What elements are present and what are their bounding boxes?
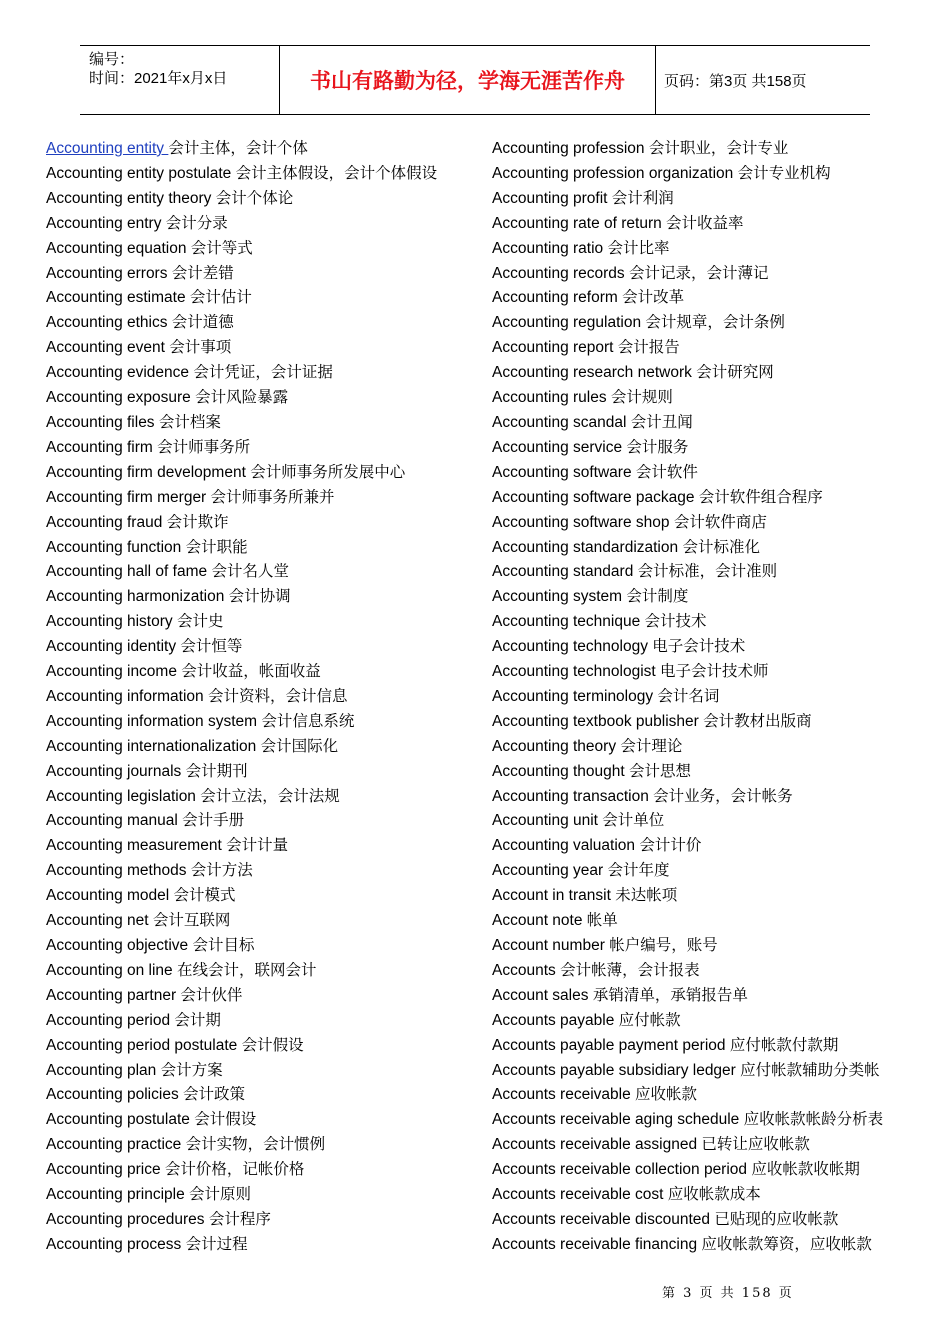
glossary-translation: 会计单位 (602, 812, 665, 830)
glossary-entry (46, 760, 466, 785)
glossary-term: Accounts receivable aging schedule (492, 1111, 744, 1129)
glossary-term: Accounting postulate (46, 1111, 195, 1129)
glossary-term: Accounting transaction (492, 787, 654, 805)
glossary-translation: 会计收益，帐面收益 (181, 663, 321, 681)
glossary-term: Accounting methods (46, 862, 191, 880)
glossary-translation: 应付帐款付款期 (729, 1036, 839, 1054)
glossary-entry (46, 511, 466, 536)
glossary-translation: 会计方法 (190, 862, 253, 880)
glossary-term: Accounting internationalization (46, 737, 261, 755)
glossary-term: Accounts receivable financing (492, 1235, 702, 1253)
glossary-translation: 会计过程 (185, 1235, 248, 1253)
glossary-term: Account note (492, 912, 587, 930)
glossary-entry (46, 859, 466, 884)
glossary-entry (46, 660, 466, 685)
glossary-translation: 会计技术 (644, 613, 707, 631)
header-motto: 书山有路勤为径，学海无涯苦作舟 (280, 46, 656, 114)
glossary-entry (492, 934, 912, 959)
glossary-translation: 会计主体，会计个体 (168, 140, 308, 157)
glossary-term: Accounting research network (492, 364, 697, 382)
glossary-term: Accounting textbook publisher (492, 712, 704, 730)
glossary-entry (492, 162, 912, 187)
glossary-term: Accounting manual (46, 812, 183, 830)
glossary-term: Accounting unit (492, 812, 603, 830)
glossary-term: Accounts payable subsidiary ledger (492, 1061, 741, 1079)
glossary-term: Accounting errors (46, 264, 172, 282)
glossary-translation: 会计收益率 (666, 214, 744, 232)
glossary-entry (492, 984, 912, 1009)
glossary-entry (492, 187, 912, 212)
glossary-term: Accounting rate of return (492, 214, 667, 232)
glossary-entry (492, 909, 912, 934)
glossary-translation: 会计估计 (189, 289, 252, 307)
glossary-translation: 会计标准，会计准则 (637, 563, 778, 581)
glossary-entry (46, 884, 466, 909)
glossary-entry (46, 959, 466, 984)
glossary-term: Accounting ratio (492, 239, 608, 257)
glossary-translation: 会计假设 (194, 1111, 257, 1129)
glossary-entry (492, 386, 912, 411)
glossary-entry (46, 187, 466, 212)
glossary-translation: 帐单 (586, 912, 618, 930)
glossary-translation: 会计手册 (182, 812, 245, 830)
glossary-translation: 电子会计技术师 (660, 663, 769, 681)
glossary-term: Accounting estimate (46, 289, 190, 307)
glossary-term: Accounting year (492, 862, 608, 880)
glossary-translation: 会计差错 (171, 264, 234, 282)
glossary-translation: 会计师事务所发展中心 (250, 463, 406, 481)
glossary-term: Accounting information system (46, 712, 262, 730)
document-number-label: 编号： (89, 51, 135, 68)
glossary-term: Accounting technologist (492, 663, 661, 681)
glossary-entry (46, 1208, 466, 1233)
glossary-translation: 应付帐款辅助分类帐 (740, 1061, 880, 1079)
glossary-translation: 会计国际化 (260, 737, 339, 755)
glossary-entry (492, 311, 912, 336)
glossary-translation: 会计年度 (607, 862, 670, 880)
glossary-term: Accounting journals (46, 762, 186, 780)
glossary-term: Accounting principle (46, 1186, 190, 1204)
glossary-translation: 会计规章，会计条例 (645, 314, 785, 332)
glossary-translation: 会计原则 (189, 1186, 252, 1204)
glossary-translation: 电子会计技术 (652, 638, 746, 656)
glossary-translation: 会计凭证，会计证据 (193, 364, 333, 382)
glossary-translation: 会计伙伴 (180, 986, 243, 1004)
glossary-entry (492, 1208, 912, 1233)
glossary-translation: 会计模式 (173, 887, 236, 905)
glossary-entry (492, 710, 912, 735)
glossary-term: Accounting software (492, 463, 636, 481)
glossary-term: Accounting fraud (46, 513, 167, 531)
glossary-translation: 会计记录，会计薄记 (629, 264, 769, 282)
glossary-term: Accounting policies (46, 1086, 183, 1104)
glossary-entry (492, 585, 912, 610)
glossary-entry (492, 1108, 912, 1133)
glossary-term: Accounting harmonization (46, 588, 229, 606)
glossary-translation: 会计理论 (620, 737, 683, 755)
glossary-translation: 会计服务 (626, 438, 689, 456)
glossary-translation: 会计主体假设，会计个体假设 (235, 164, 438, 182)
glossary-entry (46, 685, 466, 710)
glossary-entry (492, 536, 912, 561)
glossary-term: Accounting terminology (492, 687, 658, 705)
glossary-entry (46, 610, 466, 635)
glossary-term: Accounting evidence (46, 364, 194, 382)
glossary-term: Accounting service (492, 438, 627, 456)
glossary-entry (492, 859, 912, 884)
glossary-translation: 会计研究网 (696, 364, 774, 382)
glossary-term: Accounting plan (46, 1061, 161, 1079)
glossary-translation: 会计规则 (610, 389, 673, 407)
glossary-entry (492, 735, 912, 760)
glossary-entry (492, 1083, 912, 1108)
glossary-term: Accounting theory (492, 737, 621, 755)
glossary-term: Accounting firm merger (46, 488, 211, 506)
header-meta (80, 46, 280, 114)
glossary-entry (492, 1233, 912, 1258)
glossary-entry (46, 237, 466, 262)
glossary-translation: 会计丑闻 (630, 413, 693, 431)
glossary-term: Accounting rules (492, 389, 611, 407)
glossary-entry (492, 760, 912, 785)
glossary-entry (46, 286, 466, 311)
glossary-term: Accounts receivable cost (492, 1186, 668, 1204)
glossary-term: Accounting entity theory (46, 189, 216, 207)
glossary-entry (492, 1183, 912, 1208)
glossary-entry (492, 635, 912, 660)
glossary-translation: 帐户编号，账号 (609, 937, 718, 954)
glossary-term: Accounting event (46, 339, 170, 357)
glossary-term: Accounts receivable discounted (492, 1210, 715, 1228)
glossary-translation: 在线会计，联网会计 (176, 961, 317, 979)
glossary-entry (46, 1133, 466, 1158)
glossary-entry (46, 162, 466, 187)
glossary-entry (492, 660, 912, 685)
glossary-translation: 会计实物，会计惯例 (185, 1136, 326, 1154)
glossary-entry (46, 1034, 466, 1059)
glossary-term: Accounting income (46, 663, 182, 681)
glossary-translation: 会计职能 (185, 538, 248, 556)
glossary-translation: 会计道德 (171, 314, 234, 332)
glossary-term: Accounting files (46, 413, 159, 431)
glossary-column-left (46, 137, 466, 1258)
glossary-translation: 会计专业机构 (737, 164, 831, 182)
glossary-entry (46, 735, 466, 760)
glossary-translation: 会计期刊 (185, 762, 248, 780)
glossary-term: Accounting standard (492, 563, 638, 581)
glossary-term: Accounting identity (46, 638, 181, 656)
glossary-term: Accounting technology (492, 638, 653, 656)
glossary-entry (46, 1083, 466, 1108)
glossary-translation: 会计事项 (169, 339, 232, 357)
glossary-term: Accounting function (46, 538, 186, 556)
glossary-entry (492, 884, 912, 909)
glossary-entry (492, 1059, 912, 1084)
glossary-entry (46, 585, 466, 610)
glossary-entry (492, 511, 912, 536)
glossary-entry (46, 984, 466, 1009)
glossary-translation: 会计互联网 (152, 912, 231, 930)
glossary-translation: 应收帐款筹资，应收帐款 (701, 1235, 872, 1253)
glossary-translation: 会计计价 (639, 837, 702, 855)
glossary-translation: 会计价格，记帐价格 (164, 1161, 305, 1179)
glossary-entry (46, 1059, 466, 1084)
glossary-translation: 应收帐款成本 (667, 1186, 761, 1204)
glossary-term: Accounts receivable assigned (492, 1136, 702, 1154)
glossary-term: Accounting net (46, 912, 153, 930)
glossary-term: Accounting legislation (46, 787, 201, 805)
glossary-term: Accounting objective (46, 937, 193, 954)
glossary-term: Accounting regulation (492, 314, 646, 332)
glossary-translation: 会计方案 (160, 1061, 223, 1079)
glossary-entry (46, 1183, 466, 1208)
glossary-term: Accounting measurement (46, 837, 227, 855)
glossary-entry (46, 1233, 466, 1258)
glossary-entry (46, 710, 466, 735)
glossary-translation: 会计风险暴露 (195, 389, 289, 407)
glossary-entry (492, 361, 912, 386)
glossary-entry (492, 834, 912, 859)
glossary-term: Accounts receivable collection period (492, 1161, 752, 1179)
glossary-translation: 会计假设 (241, 1036, 304, 1054)
glossary-translation: 会计软件 (635, 463, 698, 481)
glossary-entry (46, 311, 466, 336)
glossary-translation: 会计制度 (626, 588, 689, 606)
glossary-term: Accounting report (492, 339, 618, 357)
glossary-translation: 会计报告 (617, 339, 680, 357)
glossary-entry (46, 536, 466, 561)
glossary-term: Accounting partner (46, 986, 181, 1004)
glossary-term: Accounting software package (492, 488, 699, 506)
glossary-translation: 应收帐款帐龄分析表 (743, 1111, 884, 1129)
glossary-translation: 会计欺诈 (166, 513, 229, 531)
glossary-column-right (492, 137, 912, 1258)
glossary-term: Accounting technique (492, 613, 645, 631)
glossary-entry (46, 809, 466, 834)
glossary-term: Accounting profession (492, 140, 649, 157)
glossary-entry (46, 262, 466, 287)
glossary-entry (46, 560, 466, 585)
glossary-entry (492, 560, 912, 585)
glossary-term: Accounting firm (46, 438, 158, 456)
glossary-term: Accounting procedures (46, 1210, 209, 1228)
glossary-translation: 会计名词 (657, 687, 720, 705)
glossary-term: Account sales (492, 986, 593, 1004)
glossary-entry (492, 212, 912, 237)
glossary-term: Accounting system (492, 588, 627, 606)
glossary-translation: 会计目标 (192, 937, 255, 954)
glossary-translation: 应付帐款 (618, 1011, 681, 1029)
glossary-entry (492, 610, 912, 635)
glossary-entry (492, 1034, 912, 1059)
glossary-term: Accounting equation (46, 239, 191, 257)
glossary-translation: 已贴现的应收帐款 (714, 1210, 839, 1228)
glossary-term: Accounting entity postulate (46, 164, 236, 182)
glossary-translation: 会计史 (176, 613, 224, 631)
document-time: 时间：2021年x月x日 (89, 70, 228, 87)
glossary-term: Accounting period (46, 1011, 175, 1029)
header-page-info: 页码：第3页 共158页 (664, 72, 807, 90)
glossary-translation: 已转让应收帐款 (701, 1136, 810, 1154)
glossary-entry (492, 262, 912, 287)
glossary-entry (492, 461, 912, 486)
glossary-entry (46, 137, 466, 162)
glossary-translation: 会计师事务所兼并 (210, 488, 335, 506)
glossary-translation: 会计改革 (622, 289, 685, 307)
glossary-entry (46, 212, 466, 237)
glossary-term: Accounting period postulate (46, 1036, 242, 1054)
glossary-entry (46, 436, 466, 461)
glossary-term: Accounting scandal (492, 413, 631, 431)
glossary-translation: 会计恒等 (180, 638, 243, 656)
glossary-entry (492, 809, 912, 834)
glossary-translation: 会计职业，会计专业 (648, 140, 789, 157)
glossary-translation: 会计标准化 (682, 538, 760, 556)
glossary-entry (46, 834, 466, 859)
glossary-entry (46, 411, 466, 436)
glossary-entry (492, 959, 912, 984)
glossary-term: Accounting entry (46, 214, 166, 232)
glossary-translation: 会计思想 (629, 762, 692, 780)
glossary-entry (492, 411, 912, 436)
glossary-term: Accounting ethics (46, 314, 172, 332)
glossary-term: Accounting history (46, 613, 177, 631)
glossary-entry (46, 461, 466, 486)
glossary-translation: 会计立法，会计法规 (200, 787, 340, 805)
glossary-translation: 会计等式 (190, 239, 253, 257)
glossary-term: Account in transit (492, 887, 616, 905)
glossary-entry (46, 486, 466, 511)
glossary-translation: 会计政策 (183, 1086, 246, 1104)
glossary-entry (46, 635, 466, 660)
glossary-term: Accounts receivable (492, 1086, 636, 1104)
glossary-term: Accounting firm development (46, 463, 251, 481)
glossary-term: Accounts payable (492, 1011, 619, 1029)
glossary-entry (492, 1158, 912, 1183)
glossary-translation: 会计软件商店 (673, 513, 767, 531)
glossary-translation: 承销清单，承销报告单 (592, 986, 748, 1004)
glossary-entry (46, 1158, 466, 1183)
glossary-entry (492, 1009, 912, 1034)
glossary-translation: 会计档案 (158, 413, 221, 431)
glossary-translation: 会计业务，会计帐务 (653, 787, 793, 805)
glossary-term: Accounts payable payment period (492, 1036, 730, 1054)
glossary-term: Accounting profession organization (492, 164, 738, 182)
glossary-entry (46, 909, 466, 934)
glossary-term: Accounting standardization (492, 538, 683, 556)
glossary-entry (46, 934, 466, 959)
glossary-entry (46, 1009, 466, 1034)
glossary-term: Accounting price (46, 1161, 165, 1179)
glossary-translation: 会计比率 (607, 239, 670, 257)
glossary-entry (46, 785, 466, 810)
glossary-translation: 会计期 (174, 1011, 221, 1029)
glossary-translation: 会计软件组合程序 (698, 488, 823, 506)
glossary-term: Accounts (492, 961, 561, 979)
glossary-term: Accounting on line (46, 961, 177, 979)
glossary-term: Accounting profit (492, 189, 612, 207)
glossary-entry (492, 336, 912, 361)
glossary-translation: 会计教材出版商 (703, 712, 812, 730)
glossary-translation: 应收帐款收帐期 (751, 1161, 860, 1179)
glossary-term: Accounting thought (492, 762, 630, 780)
glossary-translation: 会计计量 (226, 837, 289, 855)
glossary-term: Accounting hall of fame (46, 563, 212, 581)
glossary-entry (492, 436, 912, 461)
glossary-entry (492, 486, 912, 511)
glossary-translation: 应收帐款 (635, 1086, 698, 1104)
glossary-translation: 会计资料，会计信息 (207, 687, 348, 705)
glossary-translation: 会计信息系统 (261, 712, 355, 730)
glossary-entry (492, 685, 912, 710)
glossary-translation: 会计帐薄，会计报表 (560, 961, 700, 979)
glossary-term: Accounting process (46, 1235, 186, 1253)
glossary-entry (492, 286, 912, 311)
glossary-entry (492, 785, 912, 810)
page-footer: 第 3 页 共 158 页 (662, 1286, 794, 1301)
glossary-term: Accounting model (46, 887, 174, 905)
glossary-term: Account number (492, 937, 610, 954)
page-header (80, 45, 870, 115)
glossary-term: Accounting practice (46, 1136, 186, 1154)
glossary-translation: 未达帐项 (615, 887, 678, 905)
glossary-translation: 会计名人堂 (211, 563, 289, 581)
glossary-term: Accounting information (46, 687, 208, 705)
glossary-term-link[interactable]: Accounting entity (46, 140, 169, 157)
glossary-entry (492, 1133, 912, 1158)
glossary-translation: 会计程序 (208, 1210, 271, 1228)
glossary-entry (492, 237, 912, 262)
glossary-translation: 会计师事务所 (157, 438, 251, 456)
glossary-term: Accounting records (492, 264, 629, 282)
glossary-translation: 会计个体论 (215, 189, 294, 207)
glossary-term: Accounting software shop (492, 513, 674, 531)
glossary-entry (46, 1108, 466, 1133)
glossary-entry (492, 137, 912, 162)
glossary-translation: 会计协调 (228, 588, 291, 606)
glossary-term: Accounting reform (492, 289, 623, 307)
glossary-translation: 会计利润 (611, 189, 674, 207)
glossary-entry (46, 336, 466, 361)
glossary-translation: 会计分录 (165, 214, 228, 232)
glossary-entry (46, 386, 466, 411)
glossary-term: Accounting valuation (492, 837, 640, 855)
glossary-term: Accounting exposure (46, 389, 196, 407)
glossary-entry (46, 361, 466, 386)
